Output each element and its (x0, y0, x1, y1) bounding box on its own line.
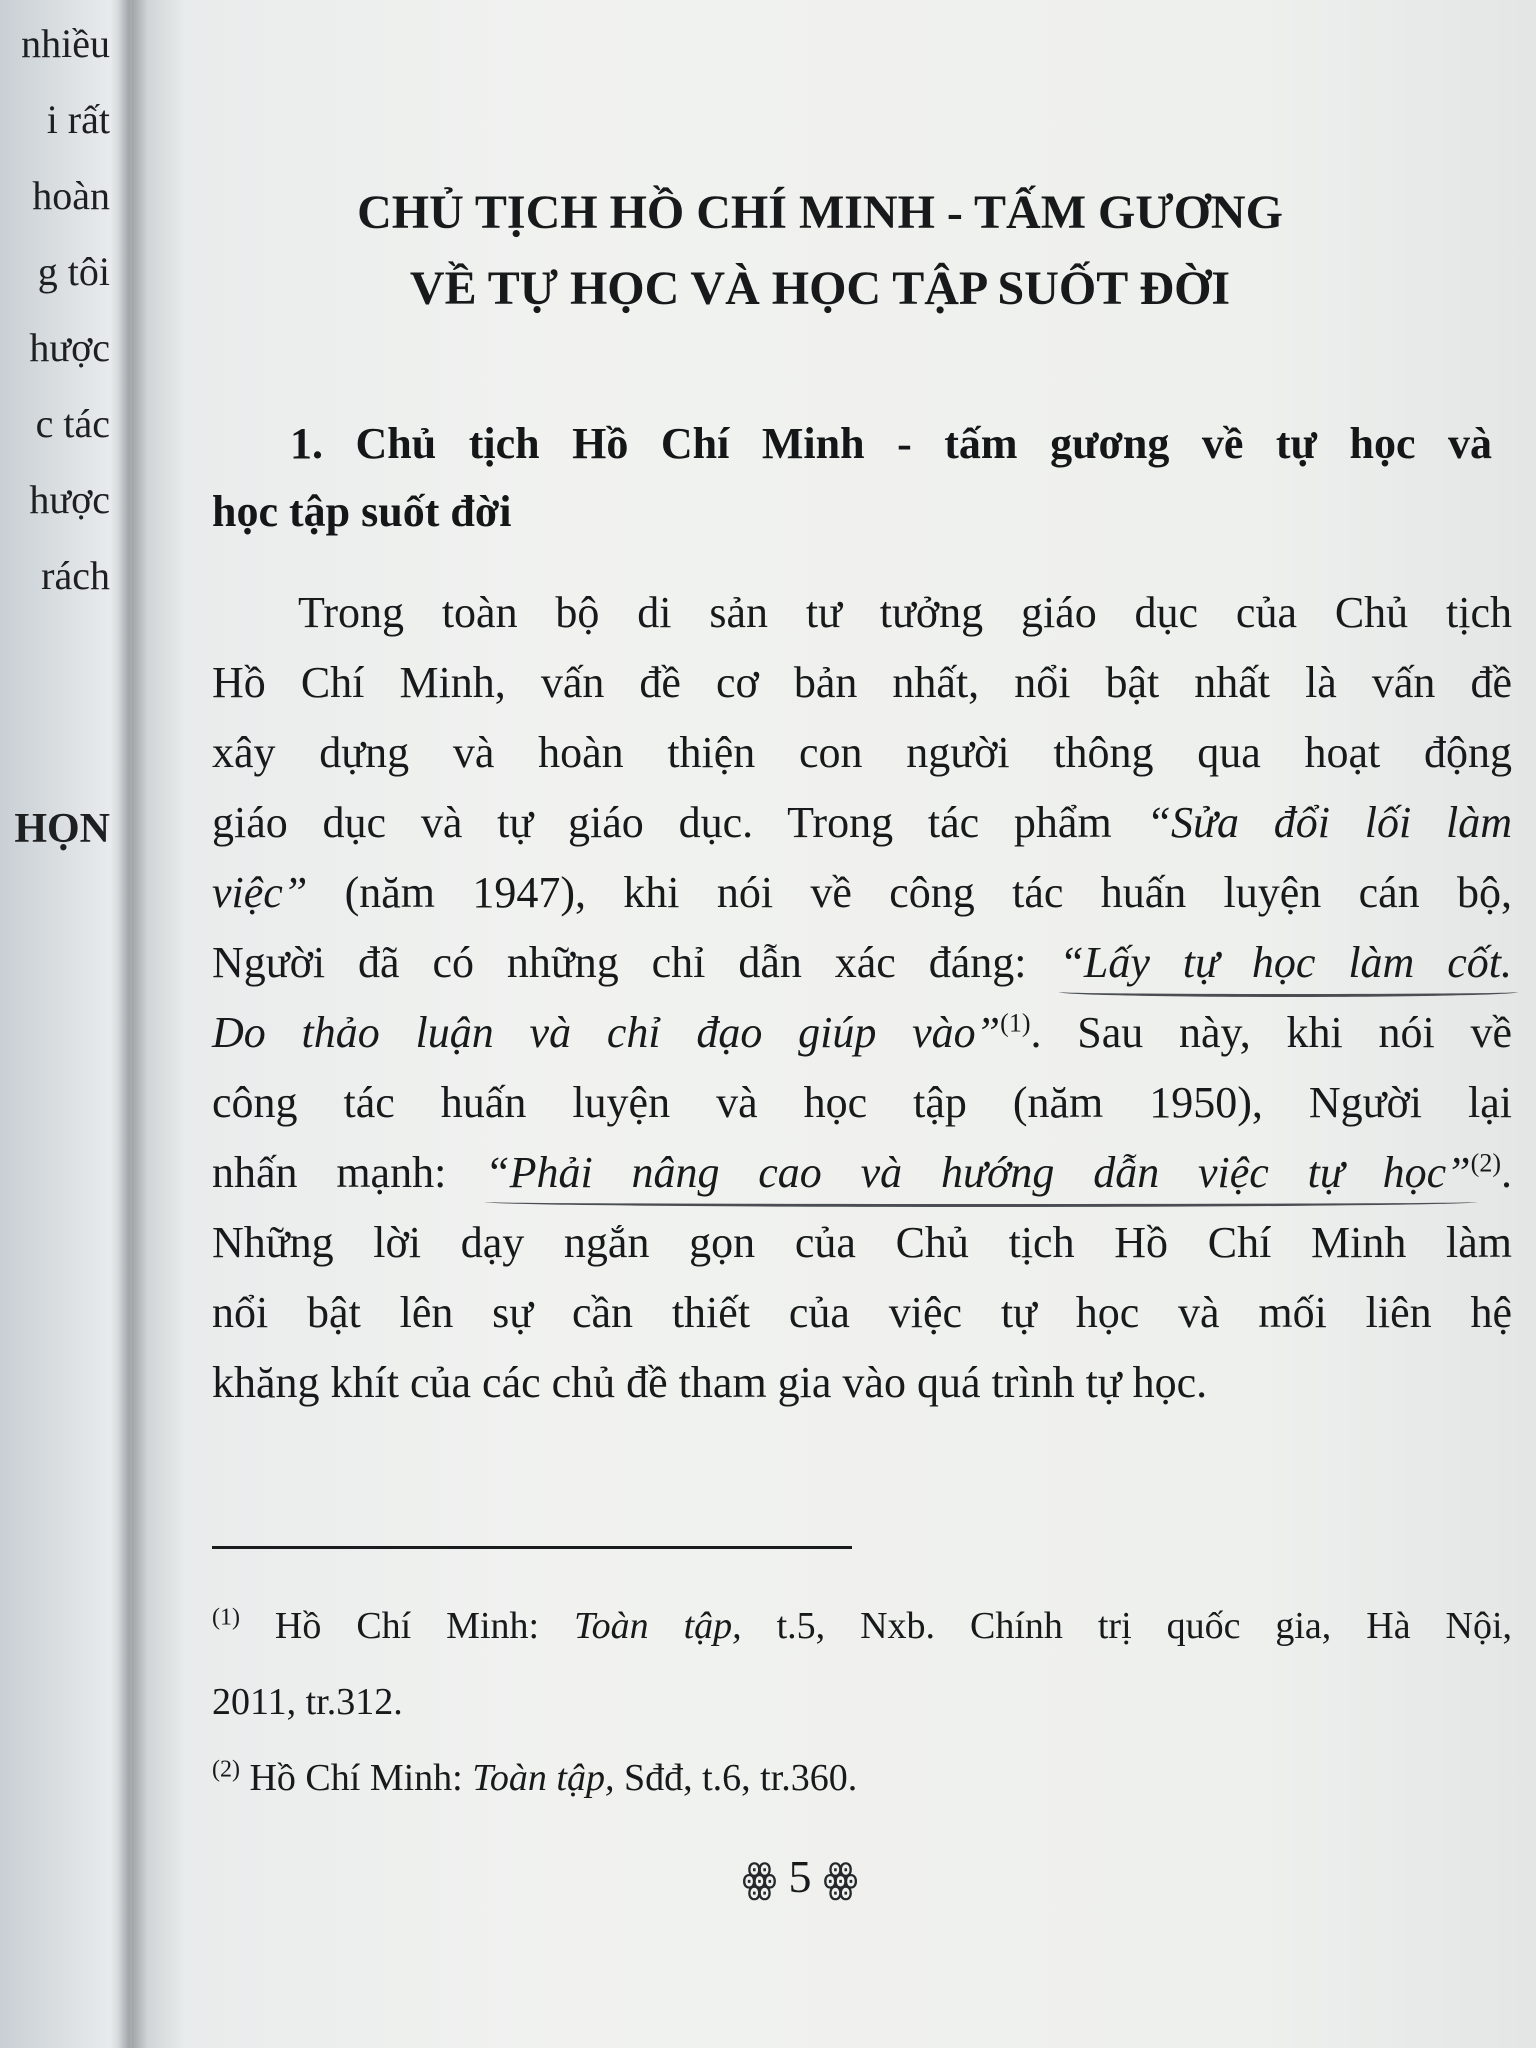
italic-quote-title: việc” (212, 868, 308, 917)
body-line: Trong toàn bộ di sản tư tưởng giáo dục của Chủ tịch (298, 588, 1512, 637)
body-text-run: (năm 1947), khi nói về công tác huấn luyện cán bộ, (307, 868, 1512, 917)
body-line (212, 928, 1512, 998)
body-line: khăng khít của các chủ đề tham gia vào quá trình tự học. (212, 1358, 1208, 1407)
page-title (260, 175, 1380, 327)
left-page-fragment: hược (29, 477, 110, 522)
section-heading-line-2: học tập suốt đời (212, 487, 512, 536)
body-text-run: giáo dục và tự giáo dục. Trong tác phẩm (212, 798, 1147, 847)
left-page-fragment: hược (29, 325, 110, 370)
footnote-italic: Toàn tập, (472, 1757, 615, 1799)
section-heading-line-1: 1. Chủ tịch Hồ Chí Minh - tấm gương về tự học và (290, 419, 1492, 468)
body-line: công tác huấn luyện và học tập (năm 1950), Người lại (212, 1078, 1512, 1127)
previous-page-edge (0, 0, 130, 2048)
footnote-text: Hồ Chí Minh: (239, 1757, 473, 1799)
footnote-ref: (2) (1470, 1148, 1501, 1178)
footnote-1 (212, 1588, 1512, 1664)
body-line: Hồ Chí Minh, vấn đề cơ bản nhất, nổi bật nhất là vấn đề (212, 658, 1512, 707)
left-page-fragment: c tác (35, 401, 110, 446)
body-line (212, 1138, 1512, 1208)
body-line: Những lời dạy ngắn gọn của Chủ tịch Hồ Chí Minh làm (212, 1218, 1512, 1267)
left-page-fragment: i rất (46, 97, 110, 142)
footnotes (212, 1588, 1512, 1816)
footnote-ref: (1) (1000, 1008, 1031, 1038)
body-text-run: . Sau này, khi nói về (1030, 1008, 1513, 1057)
italic-quote-title: “Sửa đổi lối làm (1146, 798, 1512, 847)
underlined-quote: “Lấy tự học làm cốt. (1059, 938, 1512, 987)
book-spine-shadow (118, 0, 148, 2048)
footnote-text: t.5, Nxb. Chính trị quốc gia, Hà Nội, (741, 1605, 1513, 1647)
body-text-run: nhấn mạnh: (212, 1148, 486, 1197)
body-line (212, 788, 1512, 858)
underlined-quote: “Phải nâng cao và hướng dẫn việc tự học” (485, 1148, 1471, 1197)
page-number (130, 1850, 1470, 1903)
left-page-fragment: rách (41, 553, 110, 598)
footnote-text: Hồ Chí Minh: (239, 1605, 575, 1647)
body-line: xây dựng và hoàn thiện con người thông qua hoạt động (212, 728, 1512, 777)
body-text-run: Người đã có những chỉ dẫn xác đáng: (212, 938, 1060, 987)
footnote-italic: Toàn tập, (574, 1605, 742, 1647)
left-page-fragment: g tôi (37, 249, 110, 294)
left-ornament-icon: ꙮ (741, 1856, 777, 1901)
left-page-fragment: nhiều (21, 21, 110, 66)
footnote-divider (212, 1546, 852, 1549)
body-line (212, 998, 1512, 1068)
left-page-heading-fragment: HỌN (14, 806, 110, 852)
footnote-2 (212, 1740, 1512, 1816)
italic-quote: Do thảo luận và chỉ đạo giúp vào” (212, 1008, 1001, 1057)
page-number-value: 5 (788, 1851, 812, 1902)
section-heading (212, 410, 1492, 546)
body-line (212, 858, 1512, 928)
title-line-1: CHỦ TỊCH HỒ CHÍ MINH - TẤM GƯƠNG (357, 186, 1283, 239)
footnote-mark: (2) (212, 1756, 240, 1783)
footnote-mark: (1) (212, 1604, 240, 1631)
footnote-1-continued: 2011, tr.312. (212, 1681, 403, 1723)
body-line: nổi bật lên sự cần thiết của việc tự học và mối liên hệ (212, 1288, 1512, 1337)
title-line-2: VỀ TỰ HỌC VÀ HỌC TẬP SUỐT ĐỜI (409, 262, 1231, 315)
book-page (130, 0, 1536, 2048)
right-ornament-icon: ꙮ (823, 1856, 859, 1901)
body-paragraph (212, 578, 1512, 1418)
footnote-text: Sđđ, t.6, tr.360. (614, 1757, 858, 1799)
left-page-fragment: hoàn (32, 173, 110, 218)
body-text-run: . (1500, 1148, 1512, 1197)
